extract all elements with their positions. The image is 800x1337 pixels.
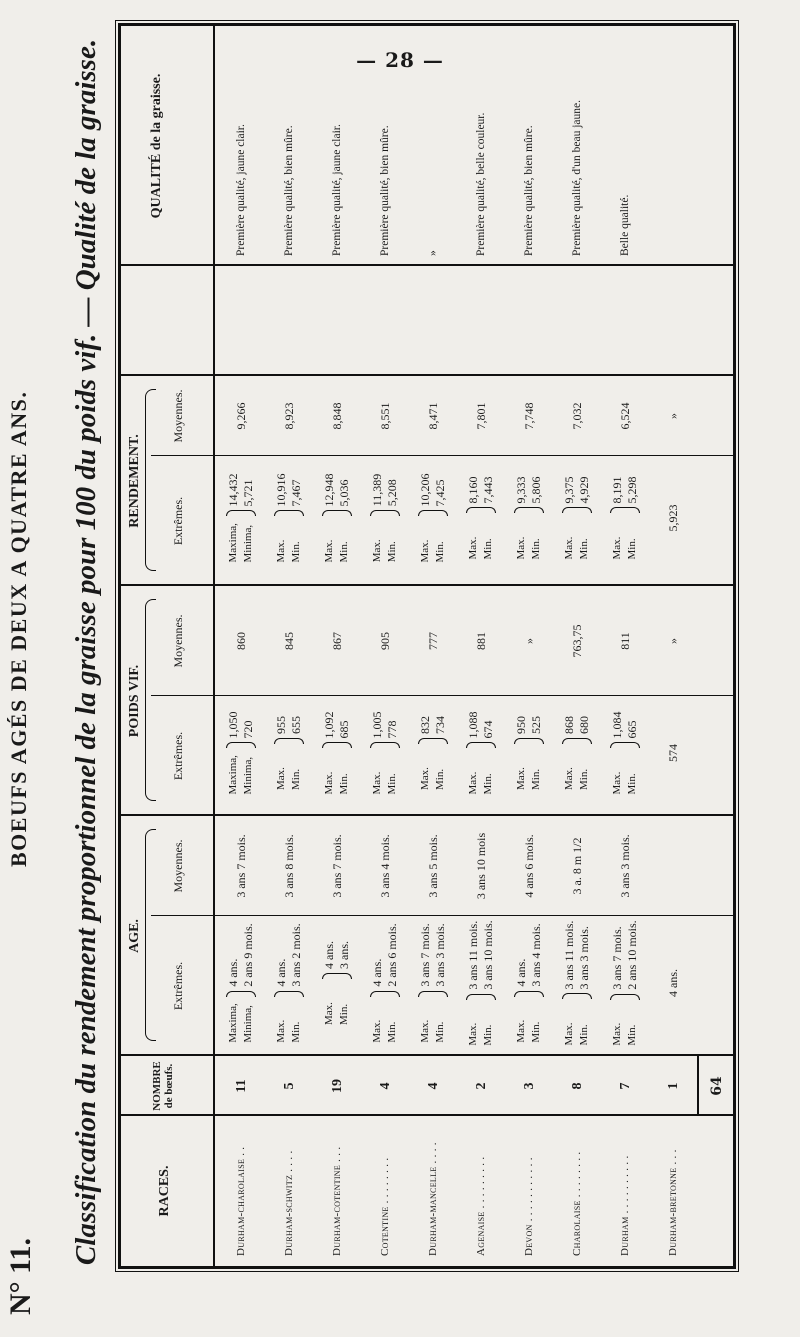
rendement-moyenne: 8,923 <box>281 402 296 430</box>
table-row <box>505 26 553 1266</box>
rend-extremes: Max. Min. 9,375 4,929 <box>562 476 591 560</box>
header-qualite: QUALITÉ de la graisse. <box>149 73 164 219</box>
race-name: Cotentine . . . . . . . . <box>378 1157 391 1256</box>
qualite <box>649 36 697 256</box>
race-name: Durham-cotentine . . . <box>330 1146 343 1256</box>
poids-moyenne: 881 <box>473 632 488 650</box>
header-races: RACES. <box>157 1165 172 1217</box>
age-extremes: Max. Min. 3 ans 7 mois. 2 ans 10 mois. <box>610 920 639 1046</box>
age-extremes: Max. Min. 3 ans 11 mois. 3 ans 3 mois. <box>562 920 591 1046</box>
qualite: Première qualité, bien mûre. <box>283 125 295 256</box>
rend-extremes: Max. Min. 12,948 5,036 <box>322 473 351 563</box>
count: 4 <box>377 1082 393 1090</box>
poids-extremes: Maxima, Minima, 1,050 720 <box>226 711 255 795</box>
table-row <box>409 26 457 1266</box>
poids-extremes: 574 <box>665 744 680 762</box>
rendement-moyenne: 7,748 <box>521 402 536 430</box>
qualite: Première qualité, jaune clair. <box>331 124 343 256</box>
count: 2 <box>473 1082 489 1090</box>
poids-moyenne: 811 <box>617 632 632 650</box>
header-rendement: RENDEMENT. <box>127 434 142 528</box>
poids-extremes: Max. Min. 955 655 <box>274 716 303 790</box>
age-moyenne: 4 ans 6 mois. <box>521 834 536 898</box>
document-number: N° 11. <box>4 1237 37 1315</box>
table-row <box>361 26 409 1266</box>
rendement-moyenne: » <box>665 413 680 419</box>
poids-moyenne: » <box>665 638 680 644</box>
count: 7 <box>617 1082 633 1090</box>
header-nombre: NOMBRE de bœufs. <box>151 1061 175 1111</box>
race-name: Charolaise . . . . . . . . <box>570 1151 583 1256</box>
qualite: Belle qualité. <box>619 194 631 256</box>
age-moyenne: 3 ans 10 mois <box>473 832 488 900</box>
poids-moyenne: 860 <box>233 632 248 650</box>
poids-moyenne: 763,75 <box>569 624 584 658</box>
header-poids-vif: POIDS VIF. <box>127 664 142 738</box>
rend-extremes: Maxima, Minima, 14,432 5,721 <box>226 473 255 563</box>
age-moyenne: 3 ans 7 mois. <box>233 834 248 898</box>
race-name: Durham . . . . . . . . . . <box>618 1155 631 1256</box>
poids-extremes: Max. Min. 950 525 <box>514 716 543 790</box>
count: 3 <box>521 1082 537 1090</box>
qualite: Première qualité, jaune clair. <box>235 124 247 256</box>
rend-extremes: Max. Min. 10,916 7,467 <box>274 473 303 563</box>
race-name: Agenaise . . . . . . . . . <box>474 1156 487 1256</box>
rendement-moyenne: 6,524 <box>617 402 632 430</box>
qualite: Première qualité, bien mûre. <box>379 125 391 256</box>
header-rend-extremes: Extrêmes. <box>171 496 185 546</box>
age-extremes: Max. Min. 3 ans 7 mois. 3 ans 3 mois. <box>418 923 447 1043</box>
total-count: 64 <box>709 1076 725 1096</box>
count: 19 <box>329 1079 345 1093</box>
count: 11 <box>233 1079 249 1093</box>
qualite: » <box>427 250 439 256</box>
poids-moyenne: 867 <box>329 632 344 650</box>
race-name: Durham-mancelle . . . . <box>426 1142 439 1256</box>
header-age-extremes: Extrêmes. <box>171 961 185 1011</box>
poids-extremes: Max. Min. 1,084 665 <box>610 711 639 795</box>
age-extremes: 4 ans. <box>665 969 680 997</box>
table-row <box>265 26 313 1266</box>
count: 8 <box>569 1082 585 1090</box>
header-rend-moyennes: Moyennes. <box>171 389 185 443</box>
count: 4 <box>425 1082 441 1090</box>
age-extremes: Max. Min. 3 ans 11 mois. 3 ans 10 mois. <box>466 920 495 1046</box>
poids-extremes: Max. Min. 1,088 674 <box>466 711 495 795</box>
age-moyenne: 3 ans 3 mois. <box>617 834 632 898</box>
age-moyenne <box>649 816 697 916</box>
age-moyenne: 3 ans 8 mois. <box>281 834 296 898</box>
rend-extremes: Max. Min. 9,333 5,806 <box>514 476 543 560</box>
header-age: AGE. <box>127 919 142 953</box>
table-row <box>217 26 265 1266</box>
rend-extremes: Max. Min. 10,206 7,425 <box>418 473 447 563</box>
poids-extremes: Max. Min. 1,092 685 <box>322 711 351 795</box>
qualite: Première qualité, bien mûre. <box>523 125 535 256</box>
age-extremes: Max. Min. 4 ans. 3 ans 2 mois. <box>274 923 303 1043</box>
age-moyenne: 3 ans 7 mois. <box>329 834 344 898</box>
table-row <box>601 26 649 1266</box>
qualite: Première qualité, belle couleur. <box>475 112 487 256</box>
table-row <box>457 26 505 1266</box>
header-age-moyennes: Moyennes. <box>171 839 185 893</box>
race-name: Durham-charolaise . . <box>234 1146 247 1256</box>
table-row <box>649 26 697 1266</box>
page-number: — 28 — <box>356 48 444 72</box>
poids-moyenne: 777 <box>425 632 440 650</box>
rend-extremes: Max. Min. 11,389 5,208 <box>370 473 399 563</box>
header-poids-extremes: Extrêmes. <box>171 731 185 781</box>
rendement-moyenne: 7,032 <box>569 402 584 430</box>
rendement-moyenne: 8,848 <box>329 402 344 430</box>
table-row <box>313 26 361 1266</box>
rendement-moyenne: 9,266 <box>233 402 248 430</box>
rendement-moyenne: 7,801 <box>473 402 488 430</box>
age-moyenne: 3 ans 4 mois. <box>377 834 392 898</box>
poids-extremes: Max. Min. 868 680 <box>562 716 591 790</box>
race-name: Durham-schwitz . . . . <box>282 1150 295 1256</box>
qualite: Première qualité, d'un beau jaune. <box>571 100 583 256</box>
rendement-moyenne: 8,471 <box>425 402 440 430</box>
age-moyenne: 3 a. 8 m 1/2 <box>569 837 584 895</box>
poids-moyenne: 845 <box>281 632 296 650</box>
age-moyenne: 3 ans 5 mois. <box>425 834 440 898</box>
rend-extremes: Max. Min. 8,191 5,298 <box>610 476 639 560</box>
race-name: Durham-bretonne . . . <box>666 1149 679 1256</box>
poids-extremes: Max. Min. 1,005 778 <box>370 711 399 795</box>
age-extremes: Max. Min. 4 ans. 3 ans 4 mois. <box>514 923 543 1043</box>
rend-extremes: Max. Min. 8,160 7,443 <box>466 476 495 560</box>
data-table <box>118 23 736 1269</box>
count: 1 <box>665 1082 681 1090</box>
rend-extremes: 5,923 <box>665 504 680 532</box>
table-row <box>553 26 601 1266</box>
page-heading: BOEUFS AGÉS DE DEUX A QUATRE ANS. <box>6 390 31 867</box>
rendement-moyenne: 8,551 <box>377 402 392 430</box>
age-extremes: Max. Min. 4 ans. 3 ans. <box>322 941 351 1025</box>
poids-extremes: Max. Min. 832 734 <box>418 716 447 790</box>
age-extremes: Maxima, Minima, 4 ans. 2 ans 9 mois. <box>226 923 255 1043</box>
header-poids-moyennes: Moyennes. <box>171 614 185 668</box>
age-extremes: Max. Min. 4 ans. 2 ans 6 mois. <box>370 923 399 1043</box>
count: 5 <box>281 1082 297 1090</box>
race-name: Devon . . . . . . . . . . . <box>522 1157 535 1256</box>
poids-moyenne: 905 <box>377 632 392 650</box>
table-title: Classification du rendement proportionnel de la graisse pour 100 du poids vif. — Qualité de la graisse. <box>70 38 102 1266</box>
poids-moyenne: » <box>521 638 536 644</box>
